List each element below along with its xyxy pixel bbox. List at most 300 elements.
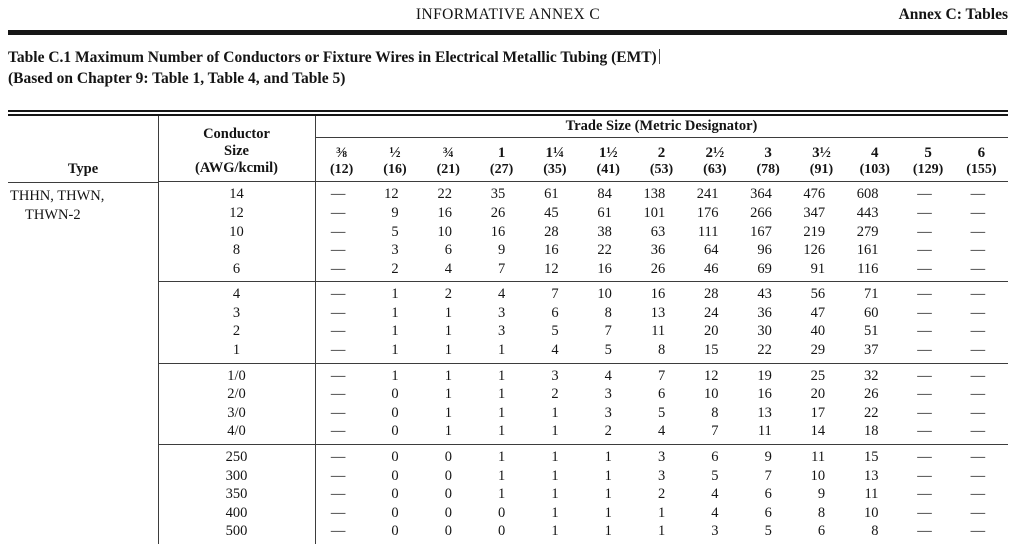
conductor-count-cell: 4 bbox=[711, 504, 719, 521]
conductor-count-cell: 12 bbox=[704, 367, 719, 384]
conductor-count-cell: 3 bbox=[604, 386, 612, 403]
conductor-count-cell: 7 bbox=[764, 467, 772, 484]
conductor-size-cell: 4/0 bbox=[227, 423, 246, 440]
conductor-count-cell: 61 bbox=[544, 186, 559, 203]
trade-size-col-header bbox=[795, 138, 848, 181]
conductor-count-cell: 28 bbox=[544, 223, 559, 240]
conductor-count-cell: 0 bbox=[498, 523, 506, 540]
conductor-count-cell: 6 bbox=[551, 304, 559, 321]
conductor-count-cell: 35 bbox=[490, 186, 506, 203]
conductor-count-cell: — bbox=[917, 260, 932, 277]
conductor-count-cell: 3 bbox=[498, 323, 506, 340]
trade-size-col-header bbox=[688, 138, 741, 181]
conductor-size-cell: 2/0 bbox=[227, 386, 246, 403]
conductor-count-cell: 167 bbox=[750, 223, 772, 240]
conductor-count-cell: 16 bbox=[597, 260, 612, 277]
conductor-count-cell: 61 bbox=[597, 204, 612, 221]
table-main bbox=[158, 116, 1008, 544]
conductor-count-cell: 1 bbox=[551, 423, 559, 440]
conductor-count-cell: 3 bbox=[711, 523, 719, 540]
metric-designator: (53) bbox=[649, 161, 674, 177]
conductor-count-cell: — bbox=[917, 404, 932, 421]
conductor-count-cell: 1 bbox=[444, 423, 452, 440]
conductor-count-cell: 1 bbox=[551, 449, 559, 466]
conductor-count-cell: 116 bbox=[857, 260, 879, 277]
conductor-count-cell: 12 bbox=[384, 186, 399, 203]
conductor-count-cell: 18 bbox=[863, 423, 879, 440]
conductor-count-cell: 1 bbox=[551, 486, 559, 503]
conductor-count-cell: 1 bbox=[498, 342, 506, 359]
conductor-count-cell: 16 bbox=[650, 286, 666, 303]
metric-designator: (78) bbox=[756, 161, 780, 177]
metric-designator: (41) bbox=[596, 161, 620, 177]
conductor-count-cell: 1 bbox=[551, 467, 559, 484]
conductor-count-cell: 1 bbox=[657, 523, 666, 540]
conductor-count-cell: 60 bbox=[863, 304, 879, 321]
conductor-count-cell: 1 bbox=[604, 449, 612, 466]
conductor-count-cell: 2 bbox=[657, 486, 666, 503]
conductor-count-cell: — bbox=[330, 486, 346, 503]
table-title-line1-wrap bbox=[8, 47, 660, 68]
conductor-count-cell: 266 bbox=[750, 204, 772, 221]
table-row bbox=[158, 404, 1008, 423]
conductor-count-cell: 8 bbox=[711, 404, 719, 421]
conductor-count-cell: — bbox=[970, 386, 986, 403]
trade-size-value: ¾ bbox=[442, 145, 454, 162]
conductor-count-cell: — bbox=[330, 467, 346, 484]
table-row bbox=[158, 223, 1008, 242]
text-cursor bbox=[659, 49, 660, 64]
conductor-count-cell: — bbox=[970, 342, 986, 359]
table-row bbox=[158, 322, 1008, 341]
conductor-count-cell: 84 bbox=[597, 186, 612, 203]
conductor-count-cell: 29 bbox=[810, 342, 826, 359]
conductor-count-cell: — bbox=[330, 323, 346, 340]
conductor-count-cell: 38 bbox=[597, 223, 612, 240]
conductor-size-cell: 300 bbox=[225, 467, 248, 484]
conductor-count-cell: 26 bbox=[490, 204, 506, 221]
conductor-count-cell: 25 bbox=[810, 367, 826, 384]
conductor-count-cell: 0 bbox=[391, 486, 399, 503]
conductor-count-cell: 1 bbox=[391, 323, 399, 340]
conductor-count-cell: 28 bbox=[704, 286, 719, 303]
conductor-count-cell: 17 bbox=[810, 404, 826, 421]
conductor-count-cell: 1 bbox=[551, 523, 559, 540]
metric-designator: (35) bbox=[543, 161, 567, 177]
conductor-count-cell: — bbox=[970, 504, 986, 521]
table-row bbox=[158, 185, 1008, 204]
row-group bbox=[158, 444, 1008, 544]
conductor-count-cell: — bbox=[917, 323, 932, 340]
conductor-count-cell: 1 bbox=[444, 304, 452, 321]
conductor-count-cell: 1 bbox=[498, 467, 506, 484]
conductor-count-cell: 6 bbox=[764, 486, 772, 503]
trade-size-col-header bbox=[582, 138, 635, 181]
conductor-count-cell: — bbox=[917, 423, 932, 440]
conductor-count-cell: 476 bbox=[803, 186, 826, 203]
conductor-count-cell: — bbox=[917, 486, 932, 503]
conductor-count-cell: — bbox=[917, 204, 932, 221]
conductor-count-cell: 11 bbox=[811, 449, 826, 466]
conductor-count-cell: 0 bbox=[444, 504, 452, 521]
conductor-count-cell: — bbox=[917, 223, 932, 240]
table-title-line1: Table C.1 Maximum Number of Conductors or Fixture Wires in Electrical Metallic Tubing (EMT) bbox=[8, 49, 657, 66]
conductor-count-cell: — bbox=[330, 286, 346, 303]
conductor-count-cell: 30 bbox=[757, 323, 772, 340]
conductor-count-cell: — bbox=[970, 423, 986, 440]
conductor-count-cell: 24 bbox=[704, 304, 719, 321]
conductor-count-cell: 5 bbox=[604, 342, 612, 359]
conductor-count-cell: — bbox=[970, 323, 986, 340]
conductor-count-cell: 5 bbox=[551, 323, 559, 340]
trade-size-value: 1½ bbox=[598, 145, 618, 162]
conductor-count-cell: 7 bbox=[604, 323, 612, 340]
conductor-count-cell: 9 bbox=[817, 486, 826, 503]
conductor-count-cell: 10 bbox=[863, 504, 879, 521]
conductor-count-cell: — bbox=[330, 449, 346, 466]
conductor-count-cell: — bbox=[970, 404, 986, 421]
conductor-size-cell: 3/0 bbox=[227, 404, 246, 421]
conductor-count-cell: — bbox=[970, 523, 986, 540]
conductor-count-cell: 5 bbox=[764, 523, 772, 540]
conductor-count-cell: 1 bbox=[498, 367, 506, 384]
conductor-count-cell: — bbox=[970, 242, 986, 259]
metric-designator: (129) bbox=[912, 161, 944, 177]
conductor-count-cell: 8 bbox=[604, 304, 612, 321]
conductor-count-cell: 1 bbox=[551, 404, 559, 421]
metric-designator: (27) bbox=[489, 161, 514, 177]
conductor-count-cell: 43 bbox=[757, 286, 772, 303]
conductor-count-cell: — bbox=[917, 523, 932, 540]
conductor-count-cell: — bbox=[330, 223, 346, 240]
conductor-count-cell: — bbox=[917, 304, 932, 321]
trade-size-col-header bbox=[368, 138, 421, 181]
conductor-count-cell: 279 bbox=[856, 223, 879, 240]
table-row bbox=[158, 285, 1008, 304]
conductor-count-cell: 1 bbox=[391, 286, 399, 303]
conductor-count-cell: 10 bbox=[704, 386, 719, 403]
metric-designator: (16) bbox=[383, 161, 407, 177]
conductor-count-cell: — bbox=[330, 504, 346, 521]
conductor-count-cell: 1 bbox=[604, 523, 612, 540]
conductor-count-cell: — bbox=[917, 467, 932, 484]
conductor-count-cell: 126 bbox=[803, 242, 826, 259]
conductor-count-cell: 45 bbox=[544, 204, 559, 221]
conductor-count-cell: 4 bbox=[604, 367, 612, 384]
conductor-count-cell: 443 bbox=[856, 204, 879, 221]
conductor-count-cell: — bbox=[970, 367, 986, 384]
conductor-count-cell: — bbox=[917, 504, 932, 521]
row-group bbox=[158, 363, 1008, 444]
conductor-count-cell: 22 bbox=[437, 186, 452, 203]
table-row bbox=[158, 448, 1008, 467]
conductor-count-cell: 22 bbox=[757, 342, 772, 359]
conductor-count-cell: 7 bbox=[711, 423, 719, 440]
conductor-size-cell: 350 bbox=[225, 486, 248, 503]
conductor-size-cell: 1/0 bbox=[227, 367, 246, 384]
conductor-size-cell: 10 bbox=[229, 223, 244, 240]
trade-size-col-header bbox=[315, 138, 368, 181]
conductor-count-cell: 26 bbox=[863, 386, 879, 403]
trade-size-header: Trade Size (Metric Designator) bbox=[315, 116, 1008, 138]
trade-size-value: 2 bbox=[657, 145, 666, 162]
conductor-count-cell: 5 bbox=[391, 223, 399, 240]
trade-size-col-header bbox=[475, 138, 528, 181]
trade-size-value: 3½ bbox=[812, 145, 831, 162]
conductor-count-cell: 3 bbox=[498, 304, 506, 321]
conductor-size-cell: 6 bbox=[232, 260, 241, 277]
conductor-count-cell: 1 bbox=[444, 323, 452, 340]
trade-size-value: ⅜ bbox=[336, 145, 348, 162]
type-column-divider bbox=[158, 116, 159, 544]
trade-size-col-header bbox=[901, 138, 954, 181]
conductor-count-cell: 1 bbox=[498, 386, 506, 403]
table-row bbox=[158, 260, 1008, 279]
conductor-count-cell: 1 bbox=[391, 367, 399, 384]
conductor-count-cell: 1 bbox=[498, 404, 506, 421]
conductor-count-cell: — bbox=[970, 186, 986, 203]
conductor-count-cell: 63 bbox=[650, 223, 666, 240]
conductor-count-cell: 56 bbox=[810, 286, 826, 303]
conductor-count-cell: 36 bbox=[757, 304, 772, 321]
conductor-count-cell: 1 bbox=[444, 386, 452, 403]
running-header bbox=[8, 6, 1008, 26]
conductor-size-cell: 12 bbox=[229, 204, 244, 221]
conductor-count-cell: 219 bbox=[803, 223, 826, 240]
conductor-count-cell: 22 bbox=[863, 404, 879, 421]
table-body bbox=[158, 182, 1008, 544]
type-column bbox=[8, 116, 158, 544]
size-header-line3: (AWG/kcmil) bbox=[195, 160, 278, 177]
conductor-size-cell: 400 bbox=[225, 504, 248, 521]
conductor-count-cell: 176 bbox=[696, 204, 719, 221]
conductor-count-cell: 608 bbox=[856, 186, 879, 203]
conductor-count-cell: 161 bbox=[856, 242, 879, 259]
conductor-count-cell: — bbox=[917, 242, 932, 259]
conductor-type-label bbox=[8, 183, 158, 224]
conductor-count-cell: 9 bbox=[391, 204, 399, 221]
conductor-count-cell: — bbox=[330, 367, 346, 384]
conductor-size-cell: 8 bbox=[232, 242, 241, 259]
conductor-count-cell: 26 bbox=[650, 260, 666, 277]
conductor-count-cell: 0 bbox=[444, 486, 452, 503]
conductor-count-cell: 0 bbox=[444, 449, 452, 466]
conductor-count-cell: 364 bbox=[750, 186, 772, 203]
conductor-count-cell: 20 bbox=[810, 386, 826, 403]
table-row bbox=[158, 485, 1008, 504]
conductor-count-cell: 1 bbox=[498, 486, 506, 503]
conductor-count-cell: 2 bbox=[391, 260, 399, 277]
metric-designator: (103) bbox=[859, 161, 890, 177]
conductor-count-cell: 4 bbox=[444, 260, 452, 277]
metric-designator: (21) bbox=[436, 161, 460, 177]
conductor-count-cell: 4 bbox=[711, 486, 719, 503]
conductor-count-cell: — bbox=[330, 242, 346, 259]
trade-size-col-header bbox=[635, 138, 688, 181]
conductor-count-cell: 16 bbox=[437, 204, 452, 221]
conductor-count-cell: 1 bbox=[391, 342, 399, 359]
conductor-count-cell: — bbox=[970, 204, 986, 221]
conductor-count-cell: 8 bbox=[657, 342, 666, 359]
running-header-center: INFORMATIVE ANNEX C bbox=[415, 6, 601, 23]
conductor-count-cell: 0 bbox=[391, 523, 399, 540]
metric-designator: (155) bbox=[966, 161, 997, 177]
conductor-count-cell: — bbox=[330, 304, 346, 321]
conductor-count-cell: 5 bbox=[711, 467, 719, 484]
metric-designator: (12) bbox=[329, 161, 354, 177]
conductor-count-cell: 40 bbox=[810, 323, 826, 340]
conductor-count-cell: 46 bbox=[704, 260, 719, 277]
conductor-count-cell: 16 bbox=[757, 386, 772, 403]
conductor-count-cell: — bbox=[330, 423, 346, 440]
conductor-type-line1: THHN, THWN, bbox=[10, 188, 105, 204]
metric-designator: (63) bbox=[703, 161, 727, 177]
conductor-count-cell: 1 bbox=[657, 504, 666, 521]
conductor-size-cell: 500 bbox=[225, 523, 248, 540]
conductor-count-cell: 241 bbox=[696, 186, 719, 203]
conductor-table bbox=[8, 110, 1008, 544]
conductor-count-cell: 0 bbox=[391, 449, 399, 466]
conductor-count-cell: — bbox=[917, 286, 932, 303]
trade-size-value: 1¼ bbox=[545, 145, 565, 162]
conductor-count-cell: — bbox=[970, 304, 986, 321]
conductor-count-cell: 101 bbox=[643, 204, 666, 221]
conductor-count-cell: 91 bbox=[810, 260, 826, 277]
table-row bbox=[158, 385, 1008, 404]
conductor-count-cell: 10 bbox=[437, 223, 452, 240]
conductor-count-cell: 11 bbox=[757, 423, 772, 440]
row-group bbox=[158, 182, 1008, 281]
table-title-line2: (Based on Chapter 9: Table 1, Table 4, and Table 5) bbox=[8, 70, 346, 87]
size-header-line1: Conductor bbox=[203, 126, 270, 143]
trade-size-col-header bbox=[955, 138, 1008, 181]
conductor-count-cell: 4 bbox=[498, 286, 506, 303]
table-row bbox=[158, 504, 1008, 523]
trade-size-value: 6 bbox=[977, 145, 986, 162]
table-row bbox=[158, 467, 1008, 486]
conductor-count-cell: 16 bbox=[490, 223, 506, 240]
conductor-count-cell: — bbox=[970, 467, 986, 484]
table-row bbox=[158, 241, 1008, 260]
table-row bbox=[158, 204, 1008, 223]
conductor-count-cell: 7 bbox=[551, 286, 559, 303]
conductor-count-cell: 13 bbox=[863, 467, 879, 484]
conductor-count-cell: 6 bbox=[817, 523, 826, 540]
conductor-count-cell: — bbox=[970, 260, 986, 277]
conductor-count-cell: 15 bbox=[704, 342, 719, 359]
conductor-size-cell: 3 bbox=[232, 304, 241, 321]
conductor-count-cell: 6 bbox=[657, 386, 666, 403]
conductor-count-cell: 111 bbox=[697, 223, 719, 240]
conductor-count-cell: 37 bbox=[863, 342, 879, 359]
trade-size-col-header bbox=[528, 138, 581, 181]
conductor-count-cell: 1 bbox=[604, 467, 612, 484]
conductor-count-cell: — bbox=[970, 449, 986, 466]
conductor-size-cell: 1 bbox=[232, 342, 241, 359]
conductor-count-cell: 51 bbox=[863, 323, 879, 340]
conductor-count-cell: 1 bbox=[498, 423, 506, 440]
header-rule bbox=[8, 30, 1007, 35]
conductor-count-cell: 13 bbox=[757, 404, 772, 421]
trade-size-header-area bbox=[315, 116, 1008, 181]
conductor-count-cell: 10 bbox=[810, 467, 826, 484]
conductor-count-cell: 1 bbox=[551, 504, 559, 521]
trade-size-value: 4 bbox=[871, 145, 879, 162]
conductor-count-cell: — bbox=[970, 223, 986, 240]
conductor-count-cell: 10 bbox=[597, 286, 612, 303]
trade-size-value: 2½ bbox=[705, 145, 725, 162]
conductor-count-cell: 36 bbox=[650, 242, 666, 259]
conductor-count-cell: 347 bbox=[803, 204, 826, 221]
conductor-count-cell: — bbox=[330, 186, 346, 203]
trade-size-value: ½ bbox=[389, 145, 401, 162]
conductor-count-cell: 6 bbox=[711, 449, 719, 466]
conductor-count-cell: 3 bbox=[657, 467, 666, 484]
conductor-count-cell: 1 bbox=[444, 404, 452, 421]
conductor-count-cell: 3 bbox=[391, 242, 399, 259]
conductor-count-cell: 2 bbox=[551, 386, 559, 403]
conductor-count-cell: 22 bbox=[597, 242, 612, 259]
conductor-size-cell: 2 bbox=[232, 323, 241, 340]
conductor-count-cell: 2 bbox=[604, 423, 612, 440]
conductor-count-cell: — bbox=[917, 342, 932, 359]
conductor-count-cell: 15 bbox=[863, 449, 879, 466]
trade-size-subheaders bbox=[315, 138, 1008, 181]
size-column-divider bbox=[315, 116, 316, 544]
conductor-type-line2: THWN-2 bbox=[25, 206, 81, 223]
conductor-count-cell: 96 bbox=[757, 242, 772, 259]
conductor-count-cell: 47 bbox=[810, 304, 826, 321]
conductor-count-cell: — bbox=[917, 186, 932, 203]
conductor-count-cell: 71 bbox=[863, 286, 879, 303]
trade-size-value: 3 bbox=[764, 145, 772, 162]
conductor-count-cell: 1 bbox=[604, 486, 612, 503]
conductor-count-cell: 0 bbox=[498, 504, 506, 521]
conductor-count-cell: 12 bbox=[544, 260, 559, 277]
conductor-count-cell: 9 bbox=[498, 242, 506, 259]
conductor-count-cell: 69 bbox=[757, 260, 772, 277]
running-header-right: Annex C: Tables bbox=[898, 6, 1008, 23]
conductor-count-cell: 19 bbox=[757, 367, 772, 384]
conductor-count-cell: — bbox=[917, 449, 932, 466]
conductor-count-cell: 0 bbox=[444, 523, 452, 540]
trade-size-col-header bbox=[742, 138, 795, 181]
table-row bbox=[158, 341, 1008, 360]
conductor-count-cell: 0 bbox=[391, 404, 399, 421]
conductor-count-cell: 4 bbox=[551, 342, 559, 359]
conductor-count-cell: — bbox=[970, 486, 986, 503]
conductor-count-cell: — bbox=[330, 404, 346, 421]
conductor-count-cell: 11 bbox=[651, 323, 666, 340]
conductor-count-cell: — bbox=[330, 386, 346, 403]
conductor-count-cell: 9 bbox=[764, 449, 772, 466]
conductor-count-cell: 6 bbox=[764, 504, 772, 521]
conductor-count-cell: 8 bbox=[817, 504, 826, 521]
conductor-count-cell: 6 bbox=[444, 242, 452, 259]
conductor-count-cell: 0 bbox=[391, 504, 399, 521]
conductor-count-cell: 7 bbox=[498, 260, 506, 277]
conductor-count-cell: 3 bbox=[551, 367, 559, 384]
conductor-count-cell: 2 bbox=[444, 286, 452, 303]
conductor-count-cell: — bbox=[917, 386, 932, 403]
conductor-count-cell: 0 bbox=[444, 467, 452, 484]
conductor-count-cell: 1 bbox=[444, 367, 452, 384]
conductor-count-cell: — bbox=[330, 523, 346, 540]
table-row bbox=[158, 422, 1008, 441]
type-column-header: Type bbox=[8, 116, 158, 183]
conductor-count-cell: — bbox=[330, 342, 346, 359]
conductor-count-cell: — bbox=[970, 286, 986, 303]
